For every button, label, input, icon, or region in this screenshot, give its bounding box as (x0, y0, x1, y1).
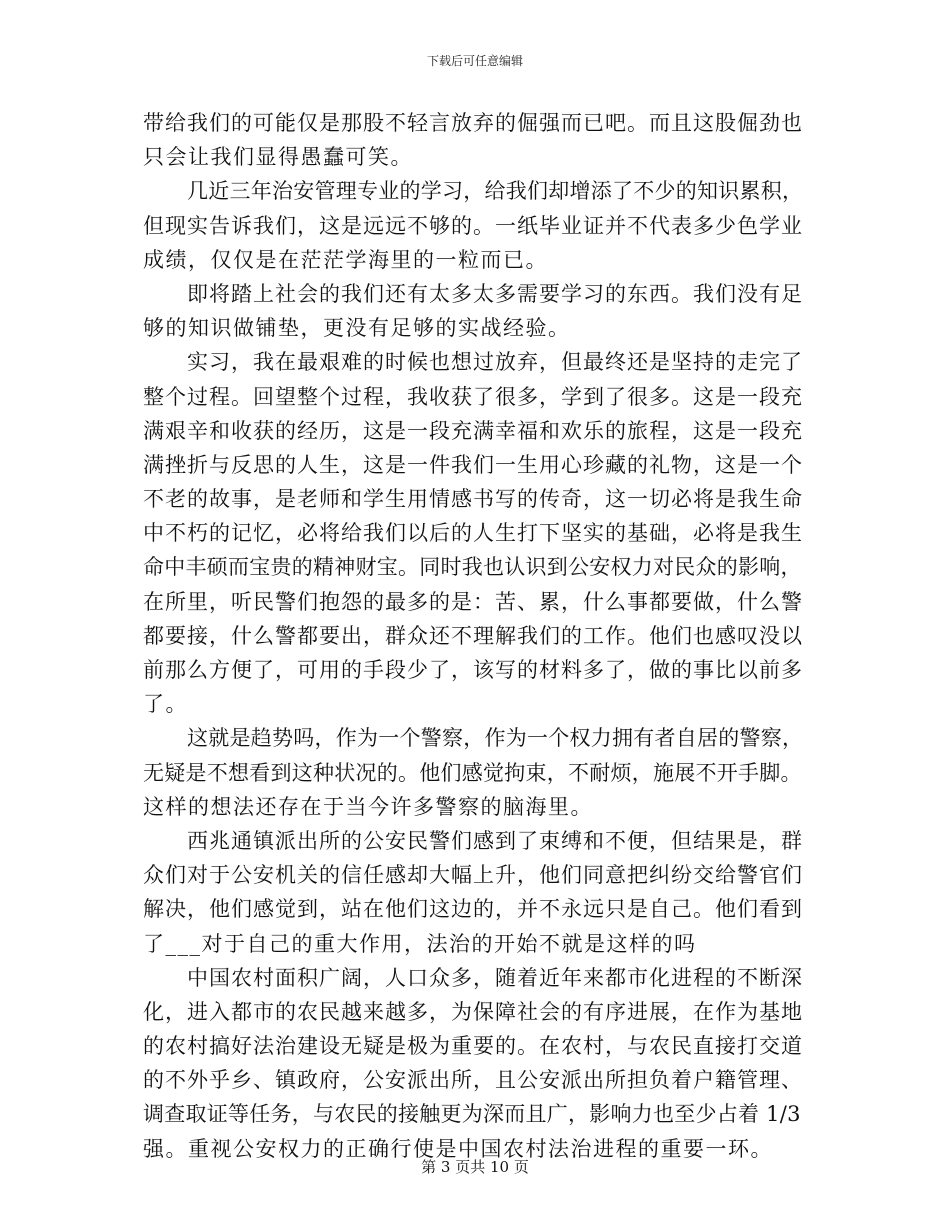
text-line: 这就是趋势吗，作为一个警察，作为一个权力拥有者自居的警察， (187, 726, 804, 751)
text-line: 中不朽的记忆，必将给我们以后的人生打下坚实的基础，必将是我生 (143, 521, 803, 546)
text-line: 这样的想法还存在于当今许多警察的脑海里。 (143, 794, 593, 819)
text-line: 命中丰硕而宝贵的精神财宝。同时我也认识到公安权力对民众的影响， (143, 555, 802, 580)
text-line: 的不外乎乡、镇政府，公安派出所，且公安派出所担负着户籍管理、 (143, 1068, 803, 1093)
text-line: 的农村搞好法治建设无疑是极为重要的。在农村，与农民直接打交道 (143, 1034, 803, 1059)
text-line: 调查取证等任务，与农民的接触更为深而且广，影响力也至少占着 1/3 (143, 1102, 801, 1127)
text-line: 整个过程。回望整个过程，我收获了很多，学到了很多。这是一段充 (143, 384, 803, 409)
text-line: 几近三年治安管理专业的学习，给我们却增添了不少的知识累积， (187, 179, 804, 204)
text-line: 众们对于公安机关的信任感却大幅上升，他们同意把纠纷交给警官们 (143, 863, 803, 888)
text-line: 不老的故事，是老师和学生用情感书写的传奇，这一切必将是我生命 (143, 487, 803, 512)
page-header: 下载后可任意编辑 (426, 54, 523, 68)
text-line: 即将踏上社会的我们还有太多太多需要学习的东西。我们没有足 (187, 281, 803, 306)
text-line: 都要接，什么警都要出，群众还不理解我们的工作。他们也感叹没以 (143, 623, 803, 648)
text-line: 满挫折与反思的人生，这是一件我们一生用心珍藏的礼物，这是一个 (143, 452, 803, 477)
page-footer: 第 3 页共 10 页 (421, 1158, 529, 1176)
text-line: 前那么方便了，可用的手段少了，该写的材料多了，做的事比以前多 (143, 658, 803, 682)
text-line: 只会让我们显得愚蠢可笑。 (143, 145, 413, 170)
text-line: 带给我们的可能仅是那股不轻言放弃的倔强而已吧。而且这股倔劲也 (143, 111, 803, 135)
text-line: 但现实告诉我们，这是远远不够的。一纸毕业证并不代表多少色学业 (143, 213, 803, 238)
document-body (143, 106, 808, 1166)
text-line: 在所里，听民警们抱怨的最多的是：苦、累，什么事都要做，什么警 (143, 589, 803, 614)
text-line: 中国农村面积广阔，人口众多，随着近年来都市化进程的不断深 (187, 965, 803, 990)
text-line: 了___对于自己的重大作用，法治的开始不就是这样的吗 (143, 931, 697, 956)
text-line: 够的知识做铺垫，更没有足够的实战经验。 (143, 316, 571, 341)
text-line: 满艰辛和收获的经历，这是一段充满幸福和欢乐的旅程，这是一段充 (143, 418, 803, 443)
text-line: 无疑是不想看到这种状况的。他们感觉拘束，不耐烦，施展不开手脚。 (143, 760, 802, 785)
text-line: 强。重视公安权力的正确行使是中国农村法治进程的重要一环。 (143, 1136, 773, 1161)
text-line: 西兆通镇派出所的公安民警们感到了束缚和不便，但结果是，群 (187, 828, 803, 853)
text-line: 实习，我在最艰难的时候也想过放弃，但最终还是坚持的走完了 (187, 350, 803, 375)
text-line: 解决，他们感觉到，站在他们这边的，并不永远只是自己。他们看到 (143, 897, 803, 922)
text-line: 成绩，仅仅是在茫茫学海里的一粒而已。 (143, 247, 548, 272)
text-line: 化，进入都市的农民越来越多，为保障社会的有序进展，在作为基地 (143, 999, 803, 1024)
text-line: 了。 (143, 692, 188, 717)
